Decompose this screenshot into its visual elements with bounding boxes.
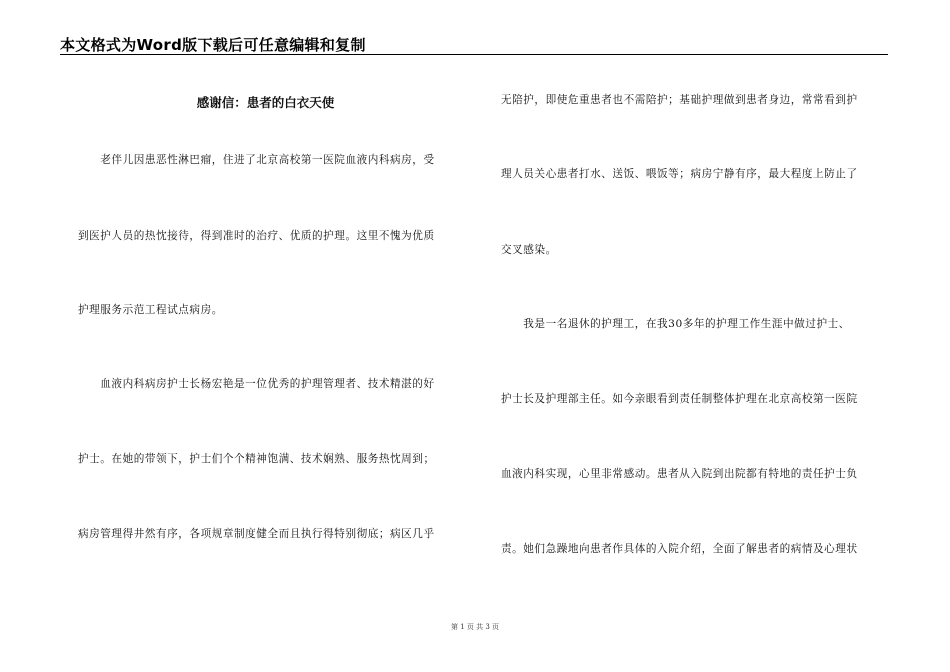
paragraph-line: 护士。在她的带领下，护士们个个精神饱满、技术娴熟、服务热忱周到；: [78, 453, 435, 465]
paragraph-line: 血液内科实现，心里非常感动。患者从入院到出院都有特地的责任护士负: [501, 468, 858, 480]
paragraph-line: 护理服务示范工程试点病房。: [78, 304, 223, 316]
paragraph-line: 我是一名退休的护理工，在我30多年的护理工作生涯中做过护士、: [501, 318, 850, 330]
paragraph-line: 护士长及护理部主任。如今亲眼看到责任制整体护理在北京高校第一医院: [501, 393, 858, 405]
article-title: 感谢信：患者的白衣天使: [196, 95, 335, 110]
paragraph-line: 责。她们急躁地向患者作具体的入院介绍，全面了解患者的病情及心理状: [501, 543, 858, 555]
page-number: 第 1 页 共 3 页: [450, 623, 500, 631]
left-column: [78, 0, 468, 672]
document-banner: 本文格式为Word版下载后可任意编辑和复制: [60, 36, 366, 54]
paragraph-line: 病房管理得井然有序，各项规章制度健全而且执行得特别彻底；病区几乎: [78, 528, 435, 540]
paragraph-line: 老伴儿因患恶性淋巴瘤，住进了北京高校第一医院血液内科病房，受: [78, 154, 435, 166]
paragraph-line: 交叉感染。: [501, 244, 557, 256]
right-column: [501, 0, 891, 672]
paragraph-line: 无陪护，即使危重患者也不需陪护；基础护理做到患者身边，常常看到护: [501, 94, 858, 106]
paragraph-line: 到医护人员的热忱接待，得到准时的治疗、优质的护理。这里不愧为优质: [78, 230, 435, 242]
paragraph-line: 血液内科病房护士长杨宏艳是一位优秀的护理管理者、技术精湛的好: [78, 378, 435, 390]
paragraph-line: 理人员关心患者打水、送饭、喂饭等；病房宁静有序，最大程度上防止了: [501, 168, 858, 180]
